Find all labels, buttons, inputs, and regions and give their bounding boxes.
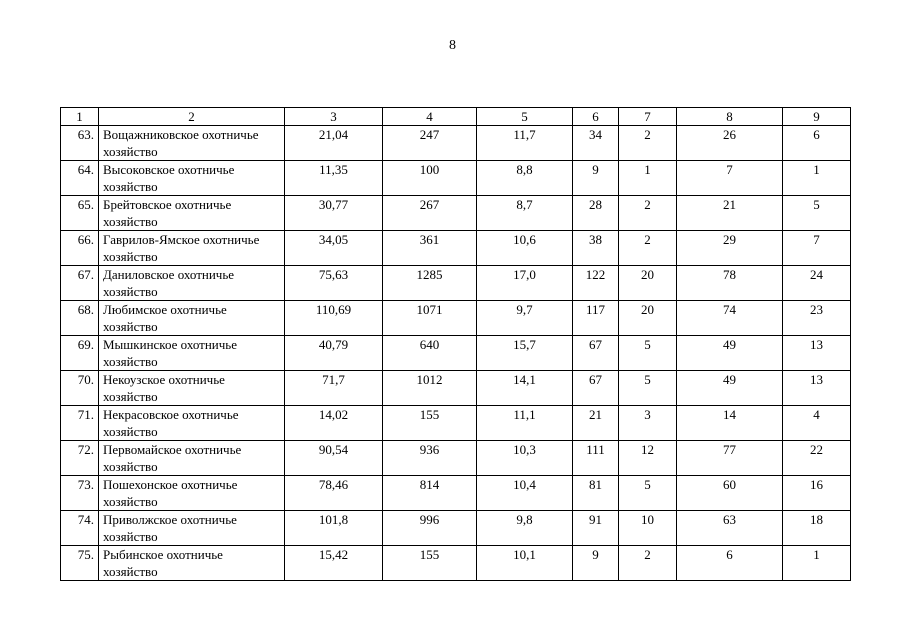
hunting-farm-name: Вощажниковское охотничье хозяйство [99, 126, 285, 161]
row-number: 75. [61, 546, 99, 581]
header-cell-8: 8 [677, 108, 783, 126]
value-col-5: 8,8 [477, 161, 573, 196]
value-col-3: 75,63 [285, 266, 383, 301]
row-number: 68. [61, 301, 99, 336]
value-col-9: 18 [783, 511, 851, 546]
value-col-5: 11,7 [477, 126, 573, 161]
page-number: 8 [449, 38, 456, 53]
row-number: 64. [61, 161, 99, 196]
value-col-7: 2 [619, 231, 677, 266]
value-col-5: 14,1 [477, 371, 573, 406]
value-col-7: 2 [619, 546, 677, 581]
value-col-4: 247 [383, 126, 477, 161]
value-col-5: 9,8 [477, 511, 573, 546]
hunting-farm-name: Некрасовское охотничье хозяйство [99, 406, 285, 441]
value-col-6: 28 [573, 196, 619, 231]
value-col-8: 49 [677, 336, 783, 371]
value-col-5: 9,7 [477, 301, 573, 336]
value-col-4: 155 [383, 406, 477, 441]
value-col-9: 13 [783, 371, 851, 406]
value-col-3: 21,04 [285, 126, 383, 161]
hunting-farm-name: Высоковское охотничье хозяйство [99, 161, 285, 196]
value-col-3: 78,46 [285, 476, 383, 511]
value-col-3: 34,05 [285, 231, 383, 266]
value-col-9: 5 [783, 196, 851, 231]
row-number: 66. [61, 231, 99, 266]
table-row [61, 196, 851, 231]
value-col-9: 4 [783, 406, 851, 441]
value-col-4: 155 [383, 546, 477, 581]
header-cell-3: 3 [285, 108, 383, 126]
value-col-6: 9 [573, 161, 619, 196]
header-cell-1: 1 [61, 108, 99, 126]
table-row [61, 126, 851, 161]
value-col-6: 21 [573, 406, 619, 441]
value-col-8: 60 [677, 476, 783, 511]
table-body [61, 108, 851, 581]
value-col-8: 78 [677, 266, 783, 301]
row-number: 67. [61, 266, 99, 301]
value-col-9: 7 [783, 231, 851, 266]
value-col-4: 640 [383, 336, 477, 371]
value-col-7: 2 [619, 196, 677, 231]
hunting-farm-name: Пошехонское охотничье хозяйство [99, 476, 285, 511]
value-col-7: 20 [619, 266, 677, 301]
value-col-7: 5 [619, 336, 677, 371]
value-col-8: 21 [677, 196, 783, 231]
value-col-6: 117 [573, 301, 619, 336]
table-row [61, 406, 851, 441]
value-col-3: 14,02 [285, 406, 383, 441]
hunting-farm-name: Первомайское охотничье хозяйство [99, 441, 285, 476]
hunting-farm-name: Любимское охотничье хозяйство [99, 301, 285, 336]
value-col-8: 29 [677, 231, 783, 266]
value-col-5: 10,3 [477, 441, 573, 476]
value-col-6: 111 [573, 441, 619, 476]
table-row [61, 546, 851, 581]
value-col-5: 10,6 [477, 231, 573, 266]
table-row [61, 161, 851, 196]
hunting-farm-name: Гаврилов-Ямское охотничье хозяйство [99, 231, 285, 266]
header-cell-6: 6 [573, 108, 619, 126]
table-row [61, 336, 851, 371]
value-col-5: 10,4 [477, 476, 573, 511]
value-col-8: 63 [677, 511, 783, 546]
value-col-3: 40,79 [285, 336, 383, 371]
value-col-4: 100 [383, 161, 477, 196]
value-col-4: 267 [383, 196, 477, 231]
row-number: 72. [61, 441, 99, 476]
value-col-6: 38 [573, 231, 619, 266]
value-col-3: 71,7 [285, 371, 383, 406]
value-col-6: 67 [573, 336, 619, 371]
table-row [61, 441, 851, 476]
row-number: 74. [61, 511, 99, 546]
table-row [61, 511, 851, 546]
row-number: 69. [61, 336, 99, 371]
hunting-farm-name: Рыбинское охотничье хозяйство [99, 546, 285, 581]
value-col-6: 9 [573, 546, 619, 581]
hunting-farm-name: Даниловское охотничье хозяйство [99, 266, 285, 301]
header-cell-7: 7 [619, 108, 677, 126]
value-col-7: 5 [619, 476, 677, 511]
value-col-7: 2 [619, 126, 677, 161]
value-col-8: 6 [677, 546, 783, 581]
header-cell-2: 2 [99, 108, 285, 126]
value-col-9: 1 [783, 161, 851, 196]
value-col-7: 20 [619, 301, 677, 336]
header-cell-4: 4 [383, 108, 477, 126]
value-col-6: 81 [573, 476, 619, 511]
value-col-6: 122 [573, 266, 619, 301]
value-col-7: 10 [619, 511, 677, 546]
value-col-3: 90,54 [285, 441, 383, 476]
value-col-3: 30,77 [285, 196, 383, 231]
table-row [61, 301, 851, 336]
value-col-8: 26 [677, 126, 783, 161]
row-number: 73. [61, 476, 99, 511]
hunting-farm-name: Приволжское охотничье хозяйство [99, 511, 285, 546]
value-col-9: 16 [783, 476, 851, 511]
table-header-row [61, 108, 851, 126]
hunting-farm-name: Некоузское охотничье хозяйство [99, 371, 285, 406]
hunting-farm-name: Мышкинское охотничье хозяйство [99, 336, 285, 371]
value-col-5: 10,1 [477, 546, 573, 581]
value-col-4: 1071 [383, 301, 477, 336]
value-col-7: 1 [619, 161, 677, 196]
value-col-5: 8,7 [477, 196, 573, 231]
value-col-5: 15,7 [477, 336, 573, 371]
value-col-4: 814 [383, 476, 477, 511]
value-col-9: 13 [783, 336, 851, 371]
row-number: 71. [61, 406, 99, 441]
value-col-7: 3 [619, 406, 677, 441]
value-col-8: 74 [677, 301, 783, 336]
hunting-farm-name: Брейтовское охотничье хозяйство [99, 196, 285, 231]
value-col-7: 12 [619, 441, 677, 476]
value-col-5: 17,0 [477, 266, 573, 301]
value-col-7: 5 [619, 371, 677, 406]
value-col-9: 22 [783, 441, 851, 476]
table-row [61, 231, 851, 266]
value-col-9: 23 [783, 301, 851, 336]
value-col-4: 1285 [383, 266, 477, 301]
value-col-8: 49 [677, 371, 783, 406]
row-number: 63. [61, 126, 99, 161]
value-col-8: 77 [677, 441, 783, 476]
table-row [61, 266, 851, 301]
value-col-8: 14 [677, 406, 783, 441]
value-col-9: 6 [783, 126, 851, 161]
header-cell-5: 5 [477, 108, 573, 126]
value-col-9: 1 [783, 546, 851, 581]
table-row [61, 476, 851, 511]
value-col-4: 1012 [383, 371, 477, 406]
table-row [61, 371, 851, 406]
value-col-3: 15,42 [285, 546, 383, 581]
row-number: 70. [61, 371, 99, 406]
header-cell-9: 9 [783, 108, 851, 126]
value-col-4: 361 [383, 231, 477, 266]
value-col-6: 91 [573, 511, 619, 546]
data-table [60, 107, 851, 581]
value-col-3: 101,8 [285, 511, 383, 546]
value-col-6: 34 [573, 126, 619, 161]
value-col-6: 67 [573, 371, 619, 406]
value-col-3: 11,35 [285, 161, 383, 196]
value-col-3: 110,69 [285, 301, 383, 336]
value-col-5: 11,1 [477, 406, 573, 441]
row-number: 65. [61, 196, 99, 231]
value-col-8: 7 [677, 161, 783, 196]
value-col-4: 936 [383, 441, 477, 476]
value-col-4: 996 [383, 511, 477, 546]
value-col-9: 24 [783, 266, 851, 301]
